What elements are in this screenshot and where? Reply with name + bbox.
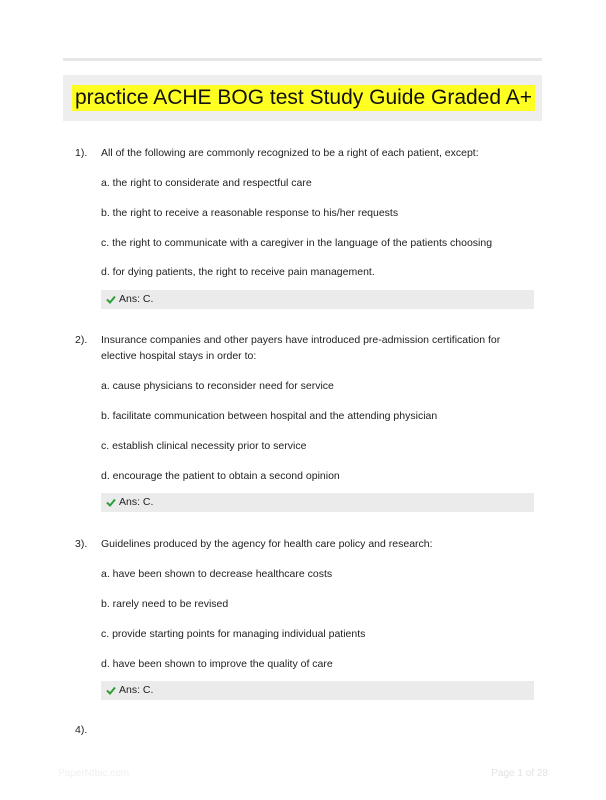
option-c: c. provide starting points for managing individual patients — [101, 628, 366, 640]
option-d: d. for dying patients, the right to receive pain management. — [101, 266, 375, 278]
title-banner — [63, 75, 542, 121]
option-d: d. encourage the patient to obtain a second opinion — [101, 470, 340, 482]
page-indicator: Page 1 of 28 — [491, 768, 548, 779]
option-a: a. cause physicians to reconsider need for service — [101, 380, 334, 392]
question-2 — [75, 332, 540, 364]
answer-box — [101, 493, 534, 512]
option-a: a. have been shown to decrease healthcare costs — [101, 568, 333, 580]
question-text: All of the following are commonly recognized to be a right of each patient, except: — [101, 147, 479, 159]
question-1 — [75, 145, 540, 161]
answer-text: Ans: C. — [119, 293, 154, 305]
option-c: c. establish clinical necessity prior to service — [101, 440, 307, 452]
answer-box — [101, 290, 534, 309]
top-divider — [63, 58, 542, 61]
answer-text: Ans: C. — [119, 684, 154, 696]
option-b: b. facilitate communication between hospital and the attending physician — [101, 410, 438, 422]
document-title: practice ACHE BOG test Study Guide Graded A+ — [72, 85, 535, 111]
option-c: c. the right to communicate with a caregiver in the language of the patients choosing — [101, 237, 493, 249]
question-number: 4). — [75, 724, 88, 736]
question-3 — [75, 536, 540, 552]
question-number: 1). — [75, 147, 88, 159]
question-number: 2). — [75, 334, 88, 346]
option-b: b. the right to receive a reasonable response to his/her requests — [101, 207, 399, 219]
option-d: d. have been shown to improve the quality of care — [101, 658, 333, 670]
check-icon — [106, 686, 116, 695]
question-number: 3). — [75, 538, 88, 550]
question-text: Guidelines produced by the agency for health care policy and research: — [101, 538, 433, 550]
answer-text: Ans: C. — [119, 496, 154, 508]
question-text: Insurance companies and other payers have introduced pre-admission certification for elective hospital stays in order to: — [101, 334, 501, 362]
footer-watermark: PaperNtbic.com — [58, 768, 130, 779]
option-b: b. rarely need to be revised — [101, 598, 229, 610]
check-icon — [106, 295, 116, 304]
option-a: a. the right to considerate and respectful care — [101, 177, 312, 189]
answer-box — [101, 681, 534, 700]
check-icon — [106, 498, 116, 507]
